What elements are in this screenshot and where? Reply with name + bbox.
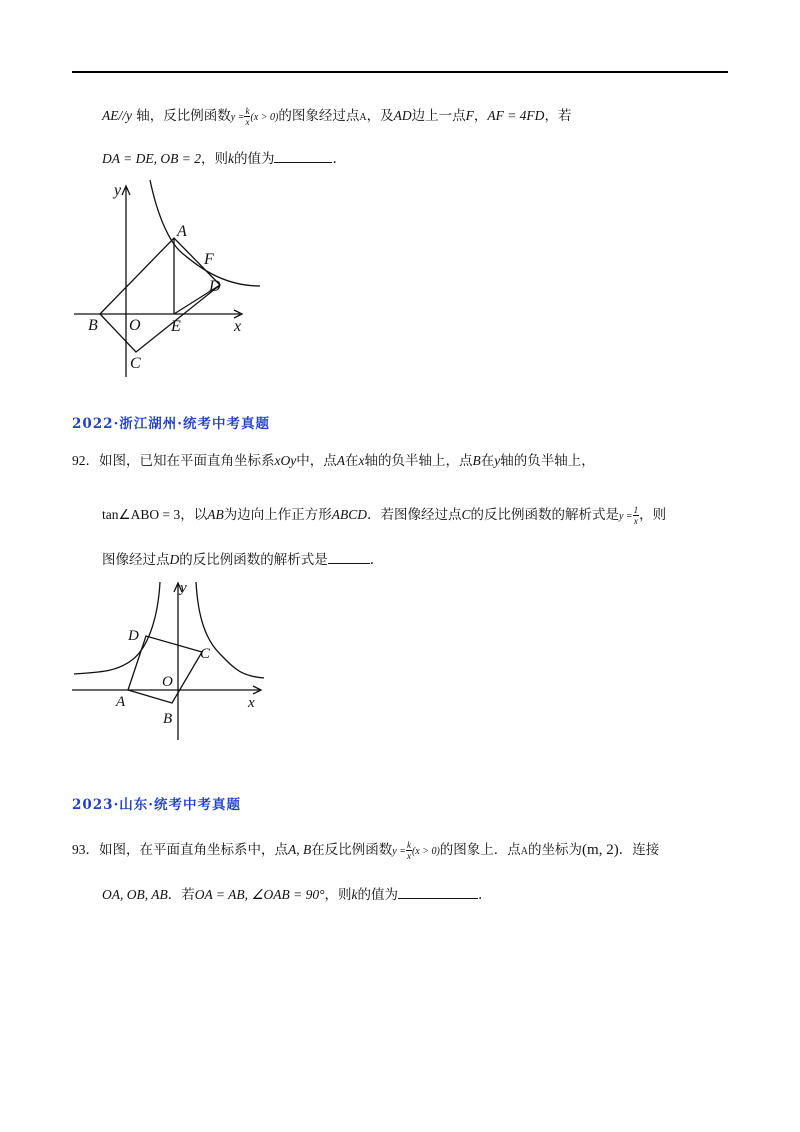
q92-seg-ab: AB [207, 507, 224, 522]
q91-text: ，则 [200, 151, 228, 167]
q93-condition: OA = AB, ∠OAB = 90° [194, 887, 325, 902]
q93-var-k: k [351, 887, 358, 902]
q93-text: 如图，在平面直角坐标系中，点 [99, 842, 288, 858]
q92-line-1 [72, 451, 595, 471]
fig2-hyperbola-right [196, 582, 264, 678]
q91-point-a: A [359, 112, 367, 123]
q93-segments: OA, OB, AB [102, 887, 168, 902]
q93-text: 的值为 [357, 887, 398, 903]
q92-var-x: x [358, 453, 365, 468]
q91-seg-ad: AD [393, 108, 412, 123]
q93-point-a: A [520, 846, 529, 857]
q93-line-1 [72, 840, 659, 862]
q91-answer-blank[interactable] [274, 148, 332, 163]
q92-text: 的反比例函数的解析式是 [470, 507, 619, 523]
q91-func-num: k [245, 106, 250, 116]
q92-tan-expr: tan∠ABO = 3 [102, 507, 181, 522]
q91-func-lhs: y = [230, 112, 245, 123]
header-rule [72, 71, 728, 73]
q93-points-ab: A, B [288, 842, 312, 857]
q93-text: 在反比例函数 [311, 842, 393, 858]
fig2-label-x: x [248, 695, 255, 711]
q92-text: 轴的负半轴上， [500, 453, 595, 469]
q92-point-c: C [461, 507, 471, 522]
q93-func-cond: (x > 0) [411, 846, 440, 857]
q91-point-f: F [465, 108, 474, 123]
q91-func-den: x [245, 117, 250, 127]
q92-line-3 [102, 549, 374, 570]
q92-text: 在 [480, 453, 495, 469]
q92-sys: xOy [274, 453, 297, 468]
q93-coord-a: (m, 2) [582, 842, 619, 858]
fig2-hyperbola-left [74, 582, 160, 674]
q93-text: 的坐标为 [528, 842, 583, 858]
q93-text: . [477, 887, 483, 903]
q93-text: ，则 [324, 887, 352, 903]
q91-line-1 [102, 106, 571, 128]
q92-func-lhs: y = [618, 511, 633, 522]
q93-answer-blank[interactable] [398, 884, 478, 899]
fig1-label-x: x [234, 318, 242, 335]
q92-func-den: x [633, 516, 638, 526]
q92-answer-blank[interactable] [328, 549, 370, 564]
fig1-label-b: B [88, 317, 98, 334]
q93-text: ．若 [167, 887, 195, 903]
section-heading-2022: 2022·浙江湖州·统考中考真题 [72, 416, 270, 432]
q93-func-lhs: y = [392, 846, 406, 857]
q92-text: ，则 [639, 507, 667, 523]
q91-text: 的值为 [233, 151, 275, 167]
q92-text: ，以 [180, 507, 208, 523]
figure-1 [70, 178, 270, 383]
fig2-label-o: O [162, 674, 173, 690]
fig2-label-a: A [116, 694, 126, 710]
q92-point-b: B [472, 453, 481, 468]
fig1-label-f: F [204, 251, 214, 268]
q93-line-2 [102, 884, 482, 905]
q92-text: 图像经过点 [102, 552, 170, 568]
q91-text: . [332, 151, 337, 167]
q91-text: 的图象经过点 [278, 108, 360, 124]
fig2-square-abcd [128, 636, 202, 703]
q91-text: 轴，反比例函数 [132, 108, 231, 124]
q92-text: 中，点 [296, 453, 337, 469]
q91-ae-parallel: AE//y [102, 108, 132, 123]
fig1-label-c: C [130, 355, 141, 372]
q93-text: ．连接 [618, 842, 660, 858]
q92-point-a: A [336, 453, 345, 468]
q92-text: 轴的负半轴上，点 [364, 453, 473, 469]
q92-func-num: 1 [633, 505, 639, 515]
fig2-label-y: y [180, 580, 187, 596]
fig2-label-b: B [163, 711, 173, 727]
q92-line-2 [102, 505, 666, 527]
q91-text: ，若 [544, 108, 572, 124]
q93-number: 93． [72, 842, 99, 857]
fig1-label-y: y [114, 182, 122, 199]
q92-text: ．若图像经过点 [366, 507, 462, 523]
q93-text: 的图象上．点 [439, 842, 521, 858]
q91-var-k: k [227, 151, 234, 166]
q93-func-den: x [406, 851, 411, 861]
q91-eq-da: DA = DE, OB = 2 [102, 151, 201, 166]
fig1-quad-abdc [100, 238, 220, 352]
section-heading-2023: 2023·山东·统考中考真题 [72, 797, 241, 813]
fig1-label-a: A [177, 223, 187, 240]
q92-text: 在 [344, 453, 359, 469]
fig1-label-d: D [209, 278, 221, 295]
q92-point-d: D [169, 552, 180, 567]
q92-text: 的反比例函数的解析式是 [179, 552, 328, 568]
fig1-label-e: E [171, 318, 181, 335]
q91-func-cond: (x > 0) [250, 112, 279, 123]
figure-2 [70, 578, 270, 743]
q93-func-num: k [406, 840, 411, 850]
fig2-label-c: C [200, 646, 211, 662]
fig1-label-o: O [129, 317, 141, 334]
q91-line-2 [102, 148, 337, 169]
q91-text: 边上一点 [411, 108, 466, 124]
q92-square: ABCD [331, 507, 367, 522]
q92-text: 为边向上作正方形 [223, 507, 332, 523]
q92-text: . [369, 552, 375, 568]
q91-eq-af: AF = 4FD [487, 108, 545, 123]
q92-number: 92． [72, 453, 99, 468]
q92-var-y: y [494, 453, 501, 468]
q91-text: ，及 [366, 108, 394, 124]
fig2-label-d: D [128, 628, 139, 644]
q91-text: ， [473, 108, 488, 124]
q92-text: 如图，已知在平面直角坐标系 [99, 453, 275, 469]
